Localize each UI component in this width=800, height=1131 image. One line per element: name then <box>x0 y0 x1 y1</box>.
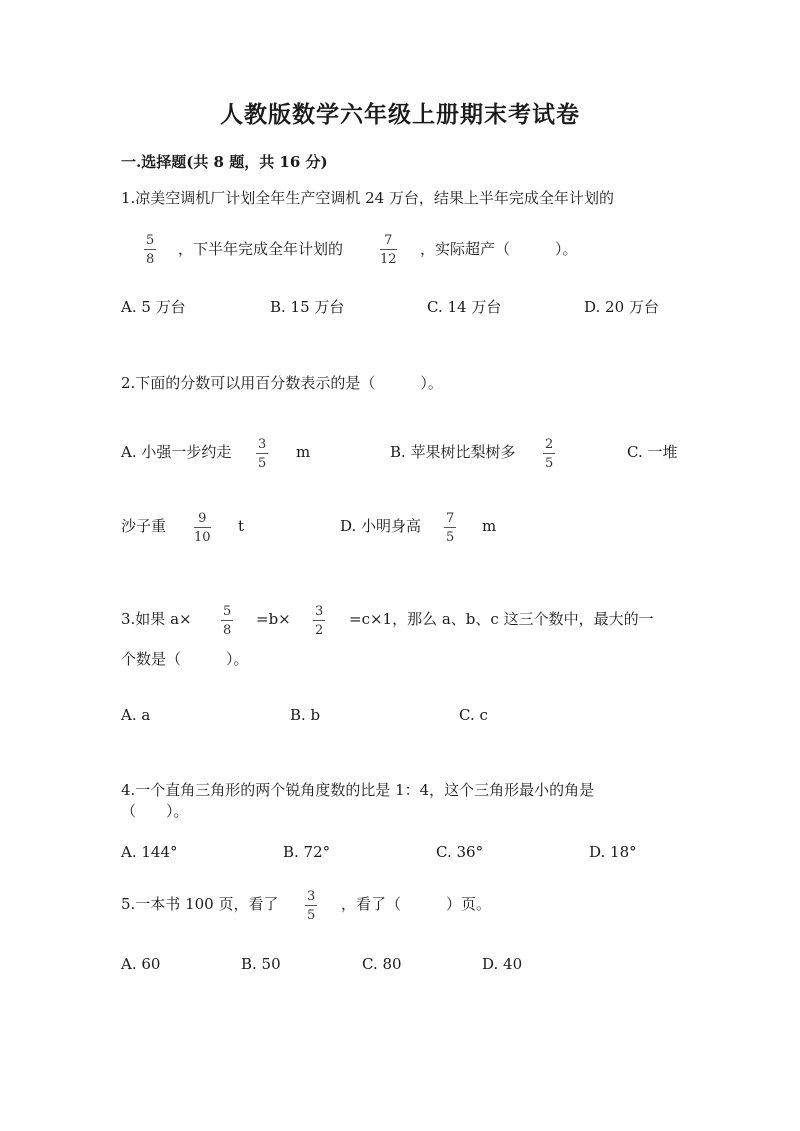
q3-fraction-b-denominator: 2 <box>315 623 324 638</box>
q2-option-b[interactable]: B. 苹果树比梨树多 <box>390 443 516 461</box>
q2-option-c-fraction <box>194 511 211 545</box>
q1-stem-mid: ，下半年完成全年计划的 <box>178 240 344 258</box>
fraction-bar <box>543 453 555 454</box>
q2-option-a[interactable]: A. 小强一步约走 <box>121 443 232 461</box>
q3-option-c[interactable]: C. c <box>459 706 488 724</box>
q2-option-c-numerator: 9 <box>198 511 207 526</box>
q1-option-b[interactable]: B. 15 万台 <box>270 298 345 316</box>
q3-fraction-b <box>313 604 325 638</box>
fraction-bar <box>444 527 456 528</box>
q3-option-b[interactable]: B. b <box>290 706 321 724</box>
q2-option-a-unit: m <box>296 443 311 461</box>
q1-stem-line1: 1.凉美空调机厂计划全年生产空调机 24 万台，结果上半年完成全年计划的 <box>121 189 614 207</box>
q5-option-c[interactable]: C. 80 <box>362 955 402 973</box>
q4-option-d[interactable]: D. 18° <box>589 843 637 861</box>
q1-fraction-b-numerator: 7 <box>384 233 393 248</box>
q2-option-a-numerator: 3 <box>258 437 267 452</box>
fraction-bar <box>313 620 325 621</box>
q3-fraction-a-denominator: 8 <box>223 623 232 638</box>
q3-option-a[interactable]: A. a <box>121 706 151 724</box>
q2-option-b-fraction <box>543 437 555 471</box>
q1-fraction-b <box>380 233 397 267</box>
q5-fraction-denominator: 5 <box>307 908 316 923</box>
fraction-bar <box>221 620 233 621</box>
q2-option-c[interactable]: C. 一堆 <box>627 443 678 461</box>
q5-option-b[interactable]: B. 50 <box>241 955 281 973</box>
fraction-bar <box>380 249 397 250</box>
q2-option-d-numerator: 7 <box>446 511 455 526</box>
q2-option-d-denominator: 5 <box>446 530 455 545</box>
q2-option-d-unit: m <box>482 517 497 535</box>
q2-stem: 2.下面的分数可以用百分数表示的是（ ）。 <box>121 374 443 392</box>
q5-fraction <box>305 889 317 923</box>
q3-stem-mid: =b× <box>256 610 291 628</box>
q4-option-b[interactable]: B. 72° <box>283 843 331 861</box>
q1-stem-end: ，实际超产（ ）。 <box>420 240 578 258</box>
q3-fraction-a-numerator: 5 <box>223 604 232 619</box>
q1-fraction-b-denominator: 12 <box>380 252 397 267</box>
q1-fraction-a-denominator: 8 <box>146 252 155 267</box>
q4-option-a[interactable]: A. 144° <box>121 843 178 861</box>
q2-option-d-fraction <box>444 511 456 545</box>
q5-fraction-numerator: 3 <box>307 889 316 904</box>
fraction-bar <box>305 905 317 906</box>
q2-option-d[interactable]: D. 小明身高 <box>340 517 422 535</box>
page-title: 人教版数学六年级上册期末考试卷 <box>220 101 580 128</box>
fraction-bar <box>144 249 156 250</box>
q5-option-a[interactable]: A. 60 <box>121 955 161 973</box>
q1-fraction-a <box>144 233 156 267</box>
q4-option-c[interactable]: C. 36° <box>436 843 484 861</box>
q1-option-d[interactable]: D. 20 万台 <box>584 298 659 316</box>
q4-stem-line1: 4.一个直角三角形的两个锐角度数的比是 1：4，这个三角形最小的角是 <box>121 781 595 799</box>
q5-stem-end: ，看了（ ）页。 <box>341 895 492 913</box>
q2-option-b-denominator: 5 <box>545 456 554 471</box>
section-heading: 一.选择题(共 8 题，共 16 分) <box>121 153 328 171</box>
q1-fraction-a-numerator: 5 <box>146 233 155 248</box>
q1-option-c[interactable]: C. 14 万台 <box>427 298 502 316</box>
q2-option-c-unit: t <box>238 517 245 535</box>
q4-stem-line2: （ ）。 <box>121 802 189 820</box>
q3-stem-start: 3.如果 a× <box>121 610 192 628</box>
q2-option-c-continued: 沙子重 <box>121 517 167 535</box>
fraction-bar <box>194 527 211 528</box>
q3-fraction-b-numerator: 3 <box>315 604 324 619</box>
q3-stem-end: =c×1，那么 a、b、c 这三个数中，最大的一 <box>349 610 654 628</box>
q2-option-b-numerator: 2 <box>545 437 554 452</box>
q1-option-a[interactable]: A. 5 万台 <box>121 298 186 316</box>
q5-stem-start: 5.一本书 100 页，看了 <box>121 895 279 913</box>
q2-option-a-denominator: 5 <box>258 456 267 471</box>
fraction-bar <box>256 453 268 454</box>
q2-option-a-fraction <box>256 437 268 471</box>
q2-option-c-denominator: 10 <box>194 530 211 545</box>
q3-stem-line2: 个数是（ ）。 <box>121 650 249 668</box>
q3-fraction-a <box>221 604 233 638</box>
q5-option-d[interactable]: D. 40 <box>482 955 523 973</box>
